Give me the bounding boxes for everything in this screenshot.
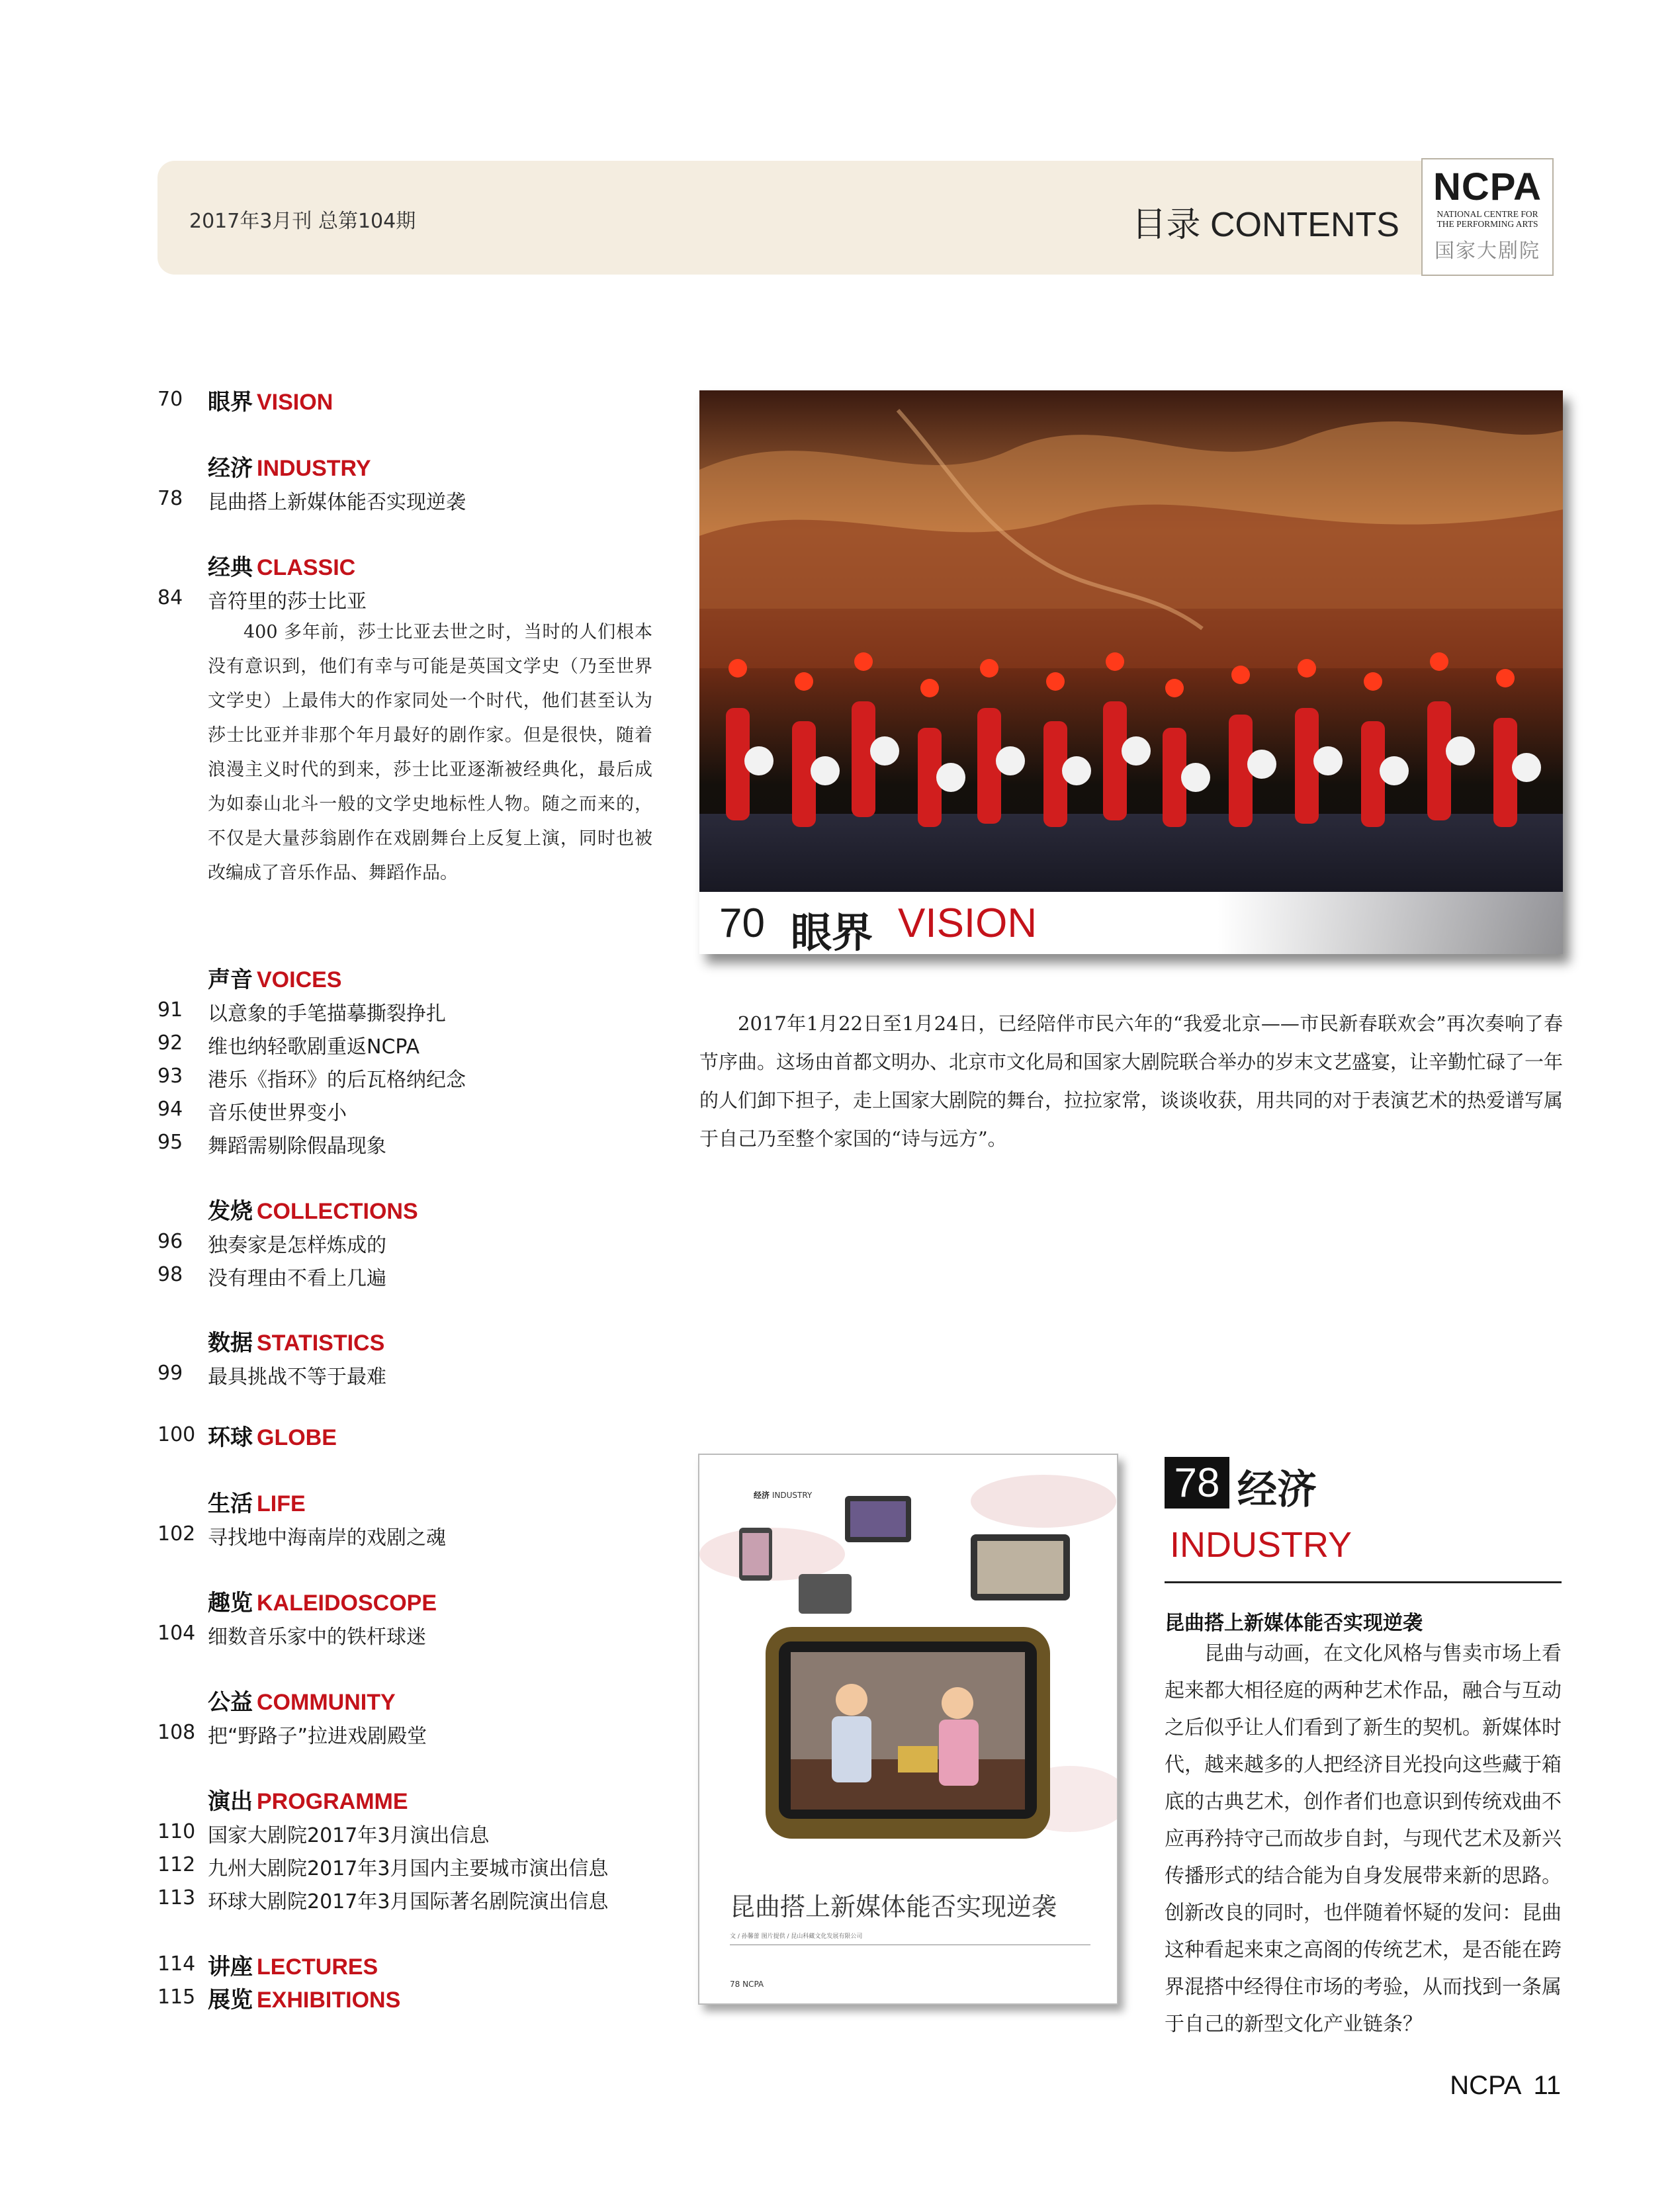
- contents-title: 目录 CONTENTS: [1131, 206, 1399, 244]
- toc-section-heading[interactable]: [157, 1325, 660, 1358]
- toc-section-title: [208, 1193, 418, 1225]
- toc-section-title: [208, 450, 371, 482]
- toc-entry[interactable]: [157, 1618, 660, 1651]
- logo-cn: 国家大剧院: [1435, 240, 1540, 263]
- toc-entry-page: 96: [157, 1230, 183, 1253]
- toc-section-en: VOICES: [257, 967, 342, 992]
- toc-section-heading[interactable]: [157, 1193, 660, 1226]
- toc-section-heading[interactable]: [157, 1684, 660, 1717]
- toc-section-en: VISION: [257, 390, 333, 415]
- toc-section: [157, 450, 660, 516]
- toc-section-title: [208, 1485, 306, 1518]
- toc-entry[interactable]: [157, 1518, 660, 1552]
- toc-section-cn: 环球: [208, 1424, 253, 1451]
- logo-main: NCPA: [1433, 165, 1542, 208]
- toc-entry[interactable]: [157, 1358, 660, 1391]
- toc-entry-title: 把“野路子”拉进戏剧殿堂: [208, 1725, 427, 1748]
- toc-section: [157, 1684, 660, 1750]
- toc-section-cn: 讲座: [208, 1954, 253, 1980]
- tablet-kunqu-illustration: [699, 1455, 1118, 1878]
- logo-sub-2: THE PERFORMING ARTS: [1437, 219, 1538, 229]
- toc-entry-page: 102: [157, 1522, 196, 1546]
- toc-section: [157, 1193, 660, 1292]
- ncpa-logo: [1421, 158, 1554, 276]
- toc-entry-title: 舞蹈需剔除假晶现象: [208, 1135, 386, 1158]
- toc-entry[interactable]: [157, 1717, 660, 1750]
- toc-section-en: KALEIDOSCOPE: [257, 1591, 437, 1616]
- toc-section-title: [208, 549, 355, 582]
- toc-page-number: 114: [157, 1952, 196, 1976]
- toc-section-title: [208, 1419, 337, 1452]
- toc-entry-page: 78: [157, 487, 183, 510]
- toc-abstract: 400 多年前，莎士比亚去世之时，当时的人们根本没有意识到，他们有幸与可能是英国文学史（乃至世界文学史）上最伟大的作家同处一个时代，他们甚至认为莎士比亚并非那个年月最好的剧作家。但是很快，随着浪漫主义时代的到来，莎士比亚逐渐被经典化，最后成为如泰山北斗一般的文学史地标性人物。随之而来的，不仅是大量莎翁剧作在戏剧舞台上反复上演，同时也被改编成了音乐作品、舞蹈作品。: [208, 622, 652, 883]
- toc-section-en: CLASSIC: [257, 555, 356, 580]
- toc-section-title: [208, 1948, 378, 1981]
- toc-section-heading[interactable]: [157, 1585, 660, 1618]
- toc-entry[interactable]: [157, 1127, 660, 1160]
- toc-section-cn: 展览: [208, 1987, 253, 2013]
- toc-section-title: [208, 1684, 396, 1716]
- toc-section-cn: 趣览: [208, 1590, 253, 1616]
- toc-entry-page: 94: [157, 1098, 183, 1121]
- toc-section: [157, 1982, 660, 2015]
- toc-entry-title: 昆曲搭上新媒体能否实现逆袭: [208, 491, 466, 514]
- toc-entry-title: 没有理由不看上几遍: [208, 1267, 386, 1290]
- toc-page-number: 70: [157, 388, 183, 411]
- thumbnail-title: 昆曲搭上新媒体能否实现逆袭: [730, 1892, 1057, 1921]
- toc-entry-page: 95: [157, 1131, 183, 1154]
- vision-page-number: 70: [719, 900, 765, 946]
- toc-section-heading[interactable]: [157, 961, 660, 994]
- toc-section: [157, 1783, 660, 1915]
- vision-caption-bar: [699, 892, 1563, 954]
- header-band: [157, 161, 1554, 275]
- toc-section-cn: 声音: [208, 967, 253, 993]
- toc-section-heading[interactable]: [157, 384, 660, 417]
- toc-entry-page: 84: [157, 586, 183, 609]
- toc-entry[interactable]: [157, 1816, 660, 1849]
- toc-section-cn: 生活: [208, 1491, 253, 1517]
- page-number: 11: [1533, 2071, 1561, 2100]
- toc-entry[interactable]: [157, 1226, 660, 1259]
- vision-description: 2017年1月22日至1月24日，已经陪伴市民六年的“我爱北京——市民新春联欢会”再次奏响了春节序曲。这场由首都文明办、北京市文化局和国家大剧院联合举办的岁末文艺盛宴，让辛勤忙碌了一年的人们卸下担子，走上国家大剧院的舞台，拉拉家常，谈谈收获，用共同的对于表演艺术的热爱谱写属于自己乃至整个家国的“诗与远方”。: [699, 1012, 1564, 1150]
- toc-entry[interactable]: [157, 1028, 660, 1061]
- toc-entry-page: 99: [157, 1362, 183, 1385]
- dance-stage-image: [699, 390, 1563, 954]
- toc-entry-page: 113: [157, 1886, 196, 1909]
- toc-entry-page: 92: [157, 1031, 183, 1055]
- toc-section-cn: 演出: [208, 1788, 253, 1815]
- toc-entry[interactable]: [157, 1094, 660, 1127]
- toc-section-en: PROGRAMME: [257, 1789, 408, 1814]
- toc-section: [157, 1419, 660, 1452]
- toc-section-heading[interactable]: [157, 1783, 660, 1816]
- toc-section-cn: 发烧: [208, 1198, 253, 1225]
- toc-entry-page: 104: [157, 1622, 196, 1645]
- toc-page-number: 115: [157, 1986, 196, 2009]
- toc-entry-title: 港乐《指环》的后瓦格纳纪念: [208, 1069, 466, 1092]
- toc-section-heading[interactable]: [157, 1982, 660, 2015]
- toc-entry-title: 环球大剧院2017年3月国际著名剧院演出信息: [208, 1890, 609, 1913]
- toc-section-title: [208, 1585, 437, 1617]
- toc-section-heading[interactable]: [157, 549, 660, 582]
- industry-summary: 昆曲与动画，在文化风格与售卖市场上看起来都大相径庭的两种艺术作品，融合与互动之后似乎让人们看到了新生的契机。新媒体时代，越来越多的人把经济目光投向这些藏于箱底的古典艺术，创作者们也意识到传统戏曲不应再矜持守己而故步自封，与现代艺术及新兴传播形式的结合能为自身发展带来新的思路。创新改良的同时，也伴随着怀疑的发问：昆曲这种看起来束之高阁的传统艺术，是否能在跨界混搭中经得住市场的考验，从而找到一条属于自己的新型文化产业链条？: [1165, 1642, 1562, 2036]
- toc-entry[interactable]: [157, 483, 660, 516]
- toc-section: [157, 1948, 660, 1982]
- vision-section-cn: 眼界: [791, 908, 873, 954]
- toc-entry-title: 以意象的手笔描摹撕裂挣扎: [208, 1002, 446, 1026]
- toc-page-number: 100: [157, 1423, 196, 1446]
- footer-brand: NCPA: [1450, 2071, 1522, 2100]
- toc-entry[interactable]: [157, 1259, 660, 1292]
- toc-section-en: LECTURES: [257, 1954, 378, 1980]
- toc-section-en: STATISTICS: [257, 1331, 385, 1356]
- toc-section-heading[interactable]: [157, 1419, 660, 1452]
- toc-entry-page: 91: [157, 998, 183, 1022]
- toc-section-title: [208, 1783, 408, 1816]
- toc-section-cn: 公益: [208, 1689, 253, 1716]
- toc-section-en: INDUSTRY: [257, 456, 371, 481]
- toc-section-en: GLOBE: [257, 1425, 337, 1450]
- toc-entry-title: 维也纳轻歌剧重返NCPA: [208, 1035, 420, 1059]
- toc-entry-page: 112: [157, 1853, 196, 1876]
- toc-entry[interactable]: [157, 582, 660, 615]
- toc-section-en: EXHIBITIONS: [257, 1988, 401, 2013]
- thumbnail-header-en: INDUSTRY: [772, 1491, 813, 1500]
- toc-entry-title: 独奏家是怎样炼成的: [208, 1234, 386, 1257]
- toc-entry[interactable]: [157, 994, 660, 1028]
- industry-section-cn: 经济: [1237, 1467, 1317, 1513]
- industry-heading: [1165, 1457, 1562, 1593]
- toc-section: [157, 549, 660, 891]
- industry-thumbnail: [698, 1454, 1118, 2005]
- industry-rule: [1165, 1581, 1562, 1583]
- vision-photo: [699, 390, 1563, 954]
- toc-section-heading[interactable]: [157, 1948, 660, 1982]
- thumbnail-footer: 78 NCPA: [730, 1980, 764, 1989]
- toc-entry-page: 98: [157, 1263, 183, 1286]
- toc-entry[interactable]: [157, 1849, 660, 1882]
- toc-entry-title: 细数音乐家中的铁杆球迷: [208, 1626, 426, 1649]
- toc-section-cn: 经济: [208, 455, 253, 482]
- industry-section-en: INDUSTRY: [1170, 1525, 1352, 1565]
- toc-entry-title: 寻找地中海南岸的戏剧之魂: [208, 1526, 446, 1550]
- page-footer: [1450, 2071, 1561, 2101]
- toc-entry-page: 93: [157, 1065, 183, 1088]
- vision-section-en: VISION: [898, 900, 1038, 946]
- toc-entry-page: 108: [157, 1721, 196, 1744]
- toc-section-title: [208, 384, 333, 416]
- issue-label: 2017年3月刊 总第104期: [189, 210, 416, 233]
- toc-entry-title: 最具挑战不等于最难: [208, 1366, 386, 1389]
- thumbnail-header-cn: 经济: [754, 1491, 770, 1500]
- thumbnail-credit: 文 / 孙馨蕾 图片提供 / 昆山科藏文化发展有限公司: [730, 1933, 863, 1940]
- toc-section: [157, 1485, 660, 1552]
- toc-section-heading[interactable]: [157, 1485, 660, 1518]
- toc-section-en: LIFE: [257, 1491, 306, 1516]
- industry-page-number: 78: [1165, 1457, 1229, 1509]
- toc-entry[interactable]: [157, 1061, 660, 1094]
- toc-section: [157, 384, 660, 417]
- toc-section-title: [208, 1982, 400, 2014]
- toc-entry-title: 音符里的莎士比亚: [208, 590, 367, 613]
- logo-sub-1: NATIONAL CENTRE FOR: [1437, 209, 1538, 219]
- toc-entry[interactable]: [157, 1882, 660, 1915]
- toc-section-cn: 数据: [208, 1330, 253, 1356]
- toc-section-title: [208, 961, 341, 994]
- toc-section: [157, 1325, 660, 1391]
- toc-entry-title: 音乐使世界变小: [208, 1102, 347, 1125]
- toc-section-title: [208, 1325, 384, 1357]
- toc-section-heading[interactable]: [157, 450, 660, 483]
- industry-article-title: 昆曲搭上新媒体能否实现逆袭: [1165, 1612, 1423, 1635]
- toc-section-en: COMMUNITY: [257, 1690, 396, 1715]
- toc-entry-page: 110: [157, 1820, 196, 1843]
- toc-section: [157, 961, 660, 1160]
- toc-section: [157, 1585, 660, 1651]
- toc-entry-title: 九州大剧院2017年3月国内主要城市演出信息: [208, 1857, 609, 1880]
- toc-entry-title: 国家大剧院2017年3月演出信息: [208, 1824, 490, 1847]
- toc-section-cn: 眼界: [208, 389, 253, 416]
- toc-section-cn: 经典: [208, 554, 253, 581]
- toc-section-en: COLLECTIONS: [257, 1199, 418, 1224]
